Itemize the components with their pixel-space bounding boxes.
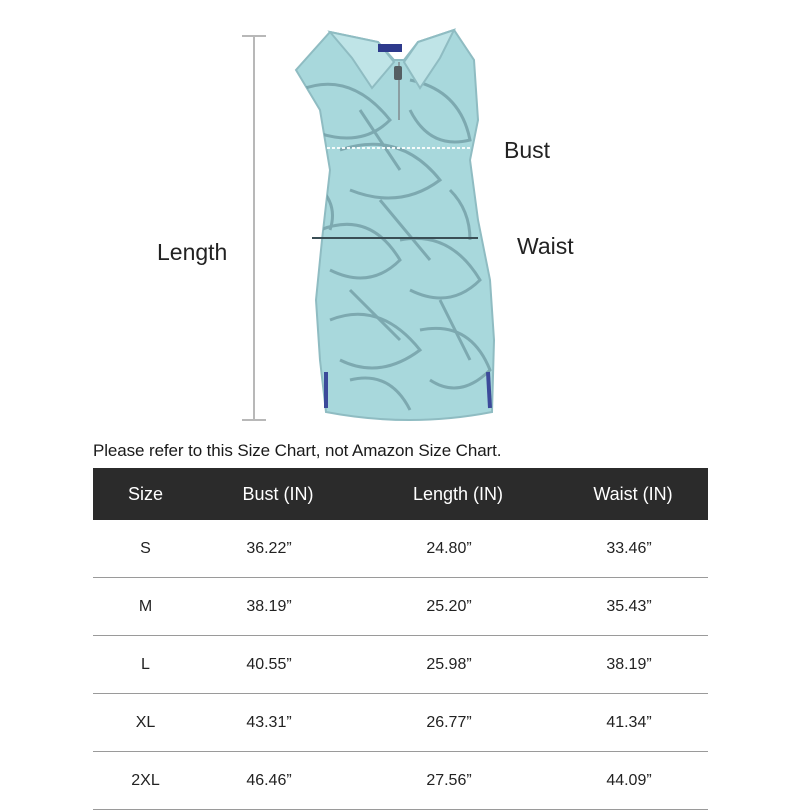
cell-length: 25.20” — [426, 597, 472, 615]
cell-size: L — [141, 655, 150, 673]
length-measure-line — [242, 36, 266, 420]
cell-waist: 38.19” — [606, 655, 652, 673]
cell-size: 2XL — [131, 771, 160, 789]
cell-waist: 41.34” — [606, 713, 652, 731]
cell-waist: 33.46” — [606, 539, 652, 557]
cell-length: 25.98” — [426, 655, 472, 673]
cell-bust: 46.46” — [246, 771, 292, 789]
cell-waist: 44.09” — [606, 771, 652, 789]
cell-bust: 36.22” — [246, 539, 292, 557]
size-chart-header — [93, 468, 708, 520]
cell-bust: 38.19” — [246, 597, 292, 615]
table-row — [93, 520, 708, 578]
length-label: Length — [157, 239, 228, 265]
cell-bust: 43.31” — [246, 713, 292, 731]
size-chart-note: Please refer to this Size Chart, not Amazon Size Chart. — [93, 441, 502, 460]
shirt-body — [296, 30, 494, 420]
table-row — [93, 694, 708, 752]
cell-length: 26.77” — [426, 713, 472, 731]
table-row — [93, 636, 708, 694]
table-row — [93, 752, 708, 810]
cell-waist: 35.43” — [606, 597, 652, 615]
cell-size: XL — [135, 713, 156, 731]
header-length: Length (IN) — [412, 483, 504, 504]
cell-length: 27.56” — [426, 771, 472, 789]
size-chart-table — [93, 468, 708, 810]
cell-bust: 40.55” — [246, 655, 292, 673]
waist-label: Waist — [517, 233, 574, 259]
header-size: Size — [127, 483, 163, 504]
header-bust: Bust (IN) — [242, 483, 314, 504]
table-row — [93, 578, 708, 636]
bust-label: Bust — [504, 137, 551, 163]
cell-length: 24.80” — [426, 539, 472, 557]
header-waist: Waist (IN) — [593, 483, 673, 504]
cell-size: S — [140, 539, 151, 557]
cell-size: M — [138, 597, 153, 615]
